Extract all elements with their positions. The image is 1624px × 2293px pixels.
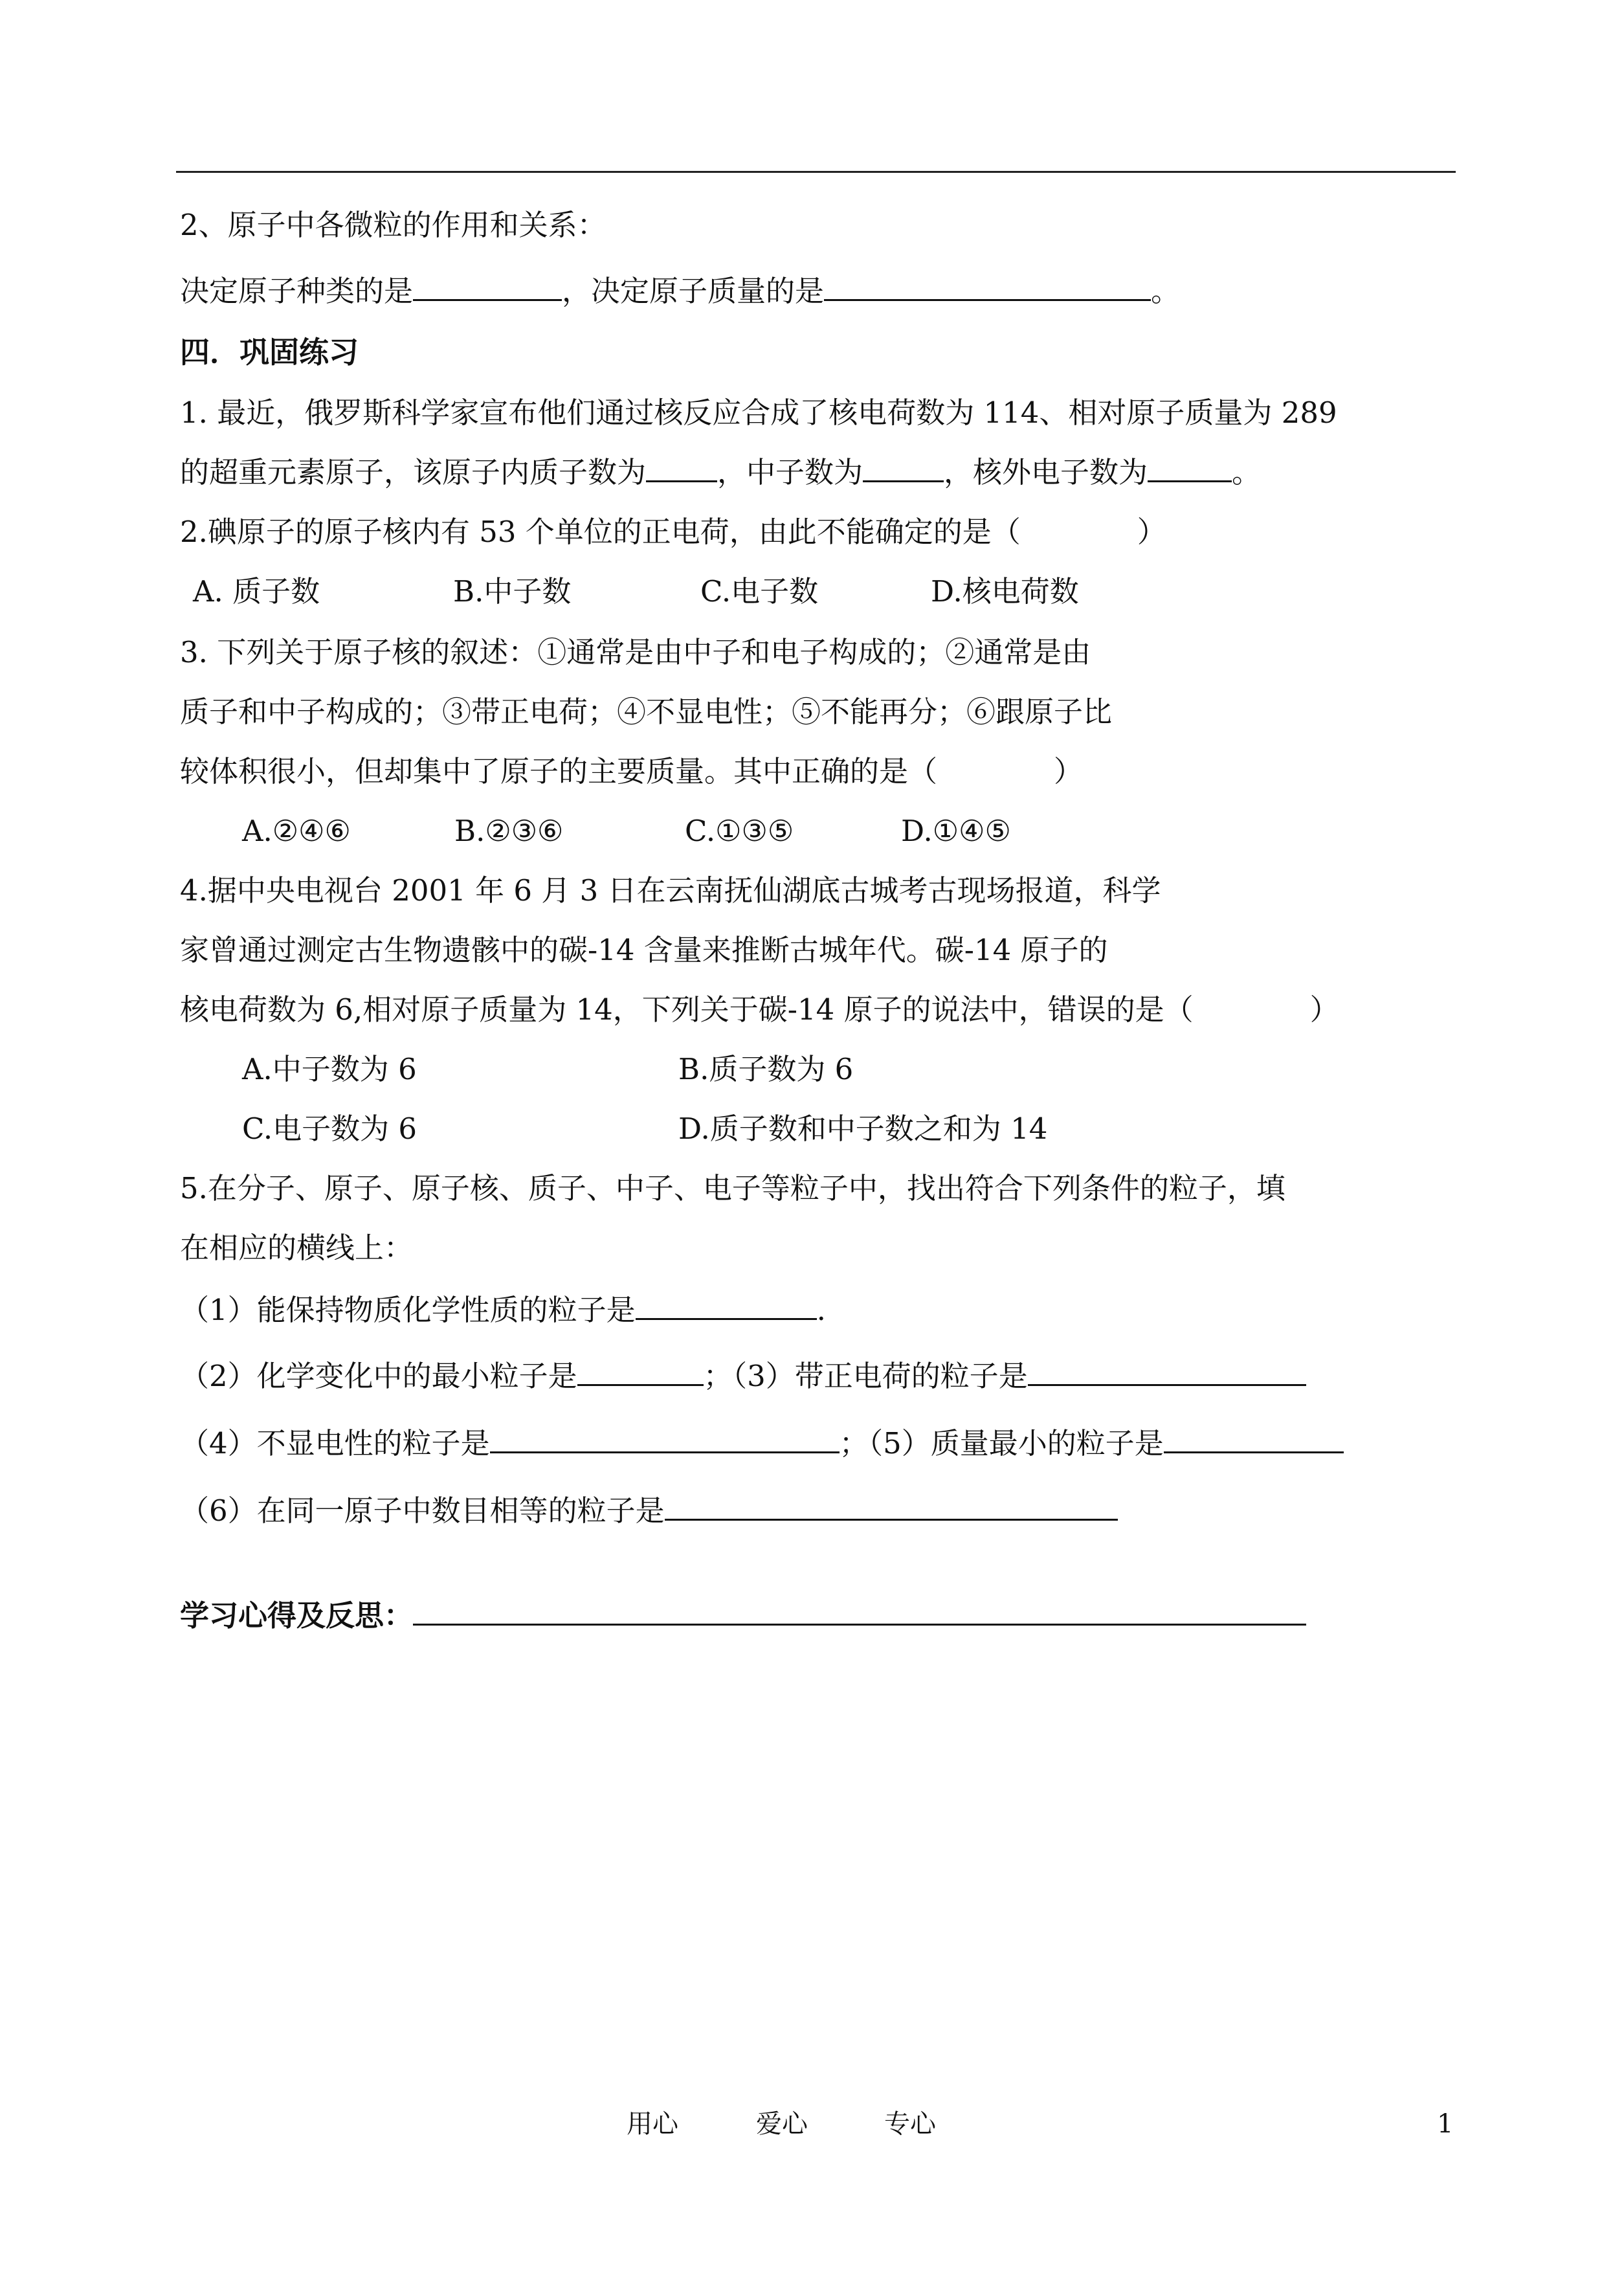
statement-text-b: ，决定原子质量的是 <box>562 274 825 308</box>
q4-line3: 核电荷数为 6,相对原子质量为 14，下列关于碳-14 原子的说法中，错误的是（ ） <box>180 992 1339 1027</box>
q5-part1 <box>180 1291 826 1330</box>
q5-part2-3 <box>180 1357 1306 1396</box>
q1-line2 <box>180 453 1261 492</box>
q1-text-d: 。 <box>1232 455 1262 489</box>
header-rule <box>176 171 1456 173</box>
statement-text-c: 。 <box>1151 274 1181 308</box>
q2-option-c[interactable]: C.电子数 <box>700 574 819 609</box>
footer-motto-2: 爱心 <box>756 2109 808 2139</box>
q3-line2: 质子和中子构成的；③带正电荷；④不显电性；⑤不能再分；⑥跟原子比 <box>180 695 1113 729</box>
q5-part1-text: （1）能保持物质化学性质的粒子是 <box>180 1293 636 1327</box>
q1-text-a: 的超重元素原子，该原子内质子数为 <box>180 455 647 489</box>
q3-option-a[interactable]: A.②④⑥ <box>242 814 351 848</box>
q5-part2-text: （2）化学变化中的最小粒子是 <box>180 1359 577 1393</box>
q1-text-b: ，中子数为 <box>717 455 863 489</box>
footer-motto-1: 用心 <box>627 2109 678 2139</box>
answer-blank-equal-count[interactable] <box>665 1493 1118 1521</box>
section2-statement <box>180 272 1180 311</box>
q5-line2: 在相应的横线上： <box>180 1231 414 1265</box>
reflection-label: 学习心得及反思： <box>180 1598 414 1633</box>
reflection-input-line[interactable] <box>413 1598 1306 1626</box>
statement-text-a: 决定原子种类的是 <box>180 274 414 308</box>
q5-part1-end: . <box>816 1293 826 1327</box>
q1-text-c: ，核外电子数为 <box>944 455 1148 489</box>
q3-option-b[interactable]: B.②③⑥ <box>454 814 564 848</box>
answer-blank-atom-type[interactable] <box>413 273 562 301</box>
q3-line1: 3. 下列关于原子核的叙述：①通常是由中子和电子构成的；②通常是由 <box>180 635 1091 669</box>
q4-line2: 家曾通过测定古生物遗骸中的碳-14 含量来推断古城年代。碳-14 原子的 <box>180 933 1108 967</box>
q5-part4-5 <box>180 1424 1344 1463</box>
q5-part3-text: ；（3）带正电荷的粒子是 <box>703 1359 1028 1393</box>
answer-blank-least-mass[interactable] <box>1164 1426 1344 1453</box>
answer-blank-electron-count[interactable] <box>1148 454 1232 482</box>
q2-option-d[interactable]: D.核电荷数 <box>931 574 1079 609</box>
q4-option-d[interactable]: D.质子数和中子数之和为 14 <box>678 1112 1048 1146</box>
reflection-row <box>180 1596 1306 1635</box>
q3-line3: 较体积很小，但却集中了原子的主要质量。其中正确的是（ ） <box>180 754 1084 789</box>
q2-stem: 2.碘原子的原子核内有 53 个单位的正电荷，由此不能确定的是（ ） <box>180 515 1166 549</box>
q4-option-b[interactable]: B.质子数为 6 <box>678 1052 854 1086</box>
answer-blank-neutral-particle[interactable] <box>490 1426 840 1453</box>
q3-option-d[interactable]: D.①④⑤ <box>901 814 1011 848</box>
answer-blank-positive-charge[interactable] <box>1028 1358 1306 1386</box>
answer-blank-proton-count[interactable] <box>646 454 717 482</box>
q5-part4-text: （4）不显电性的粒子是 <box>180 1426 490 1460</box>
section2-heading: 2、原子中各微粒的作用和关系： <box>180 208 606 242</box>
q4-option-c[interactable]: C.电子数为 6 <box>242 1112 417 1146</box>
q5-part6 <box>180 1492 1118 1530</box>
q4-line1: 4.据中央电视台 2001 年 6 月 3 日在云南抚仙湖底古城考古现场报道，科学 <box>180 873 1161 908</box>
answer-blank-atom-mass[interactable] <box>824 273 1151 301</box>
q5-line1: 5.在分子、原子、原子核、质子、中子、电子等粒子中，找出符合下列条件的粒子，填 <box>180 1171 1285 1205</box>
q3-option-c[interactable]: C.①③⑤ <box>685 814 794 848</box>
answer-blank-smallest-particle[interactable] <box>577 1358 704 1386</box>
q5-part6-text: （6）在同一原子中数目相等的粒子是 <box>180 1493 665 1528</box>
q2-option-a[interactable]: A. 质子数 <box>193 574 320 609</box>
q1-line1: 1. 最近，俄罗斯科学家宣布他们通过核反应合成了核电荷数为 114、相对原子质量为 289 <box>180 396 1337 430</box>
q5-part5-text: ；（5）质量最小的粒子是 <box>839 1426 1164 1460</box>
q2-option-b[interactable]: B.中子数 <box>453 574 572 609</box>
q4-option-a[interactable]: A.中子数为 6 <box>242 1052 417 1086</box>
answer-blank-neutron-count[interactable] <box>863 454 944 482</box>
section4-title: 四．巩固练习 <box>180 335 359 370</box>
page-number: 1 <box>1437 2109 1454 2139</box>
footer-motto-3: 专心 <box>884 2109 936 2139</box>
answer-blank-chemical-property[interactable] <box>636 1292 817 1320</box>
